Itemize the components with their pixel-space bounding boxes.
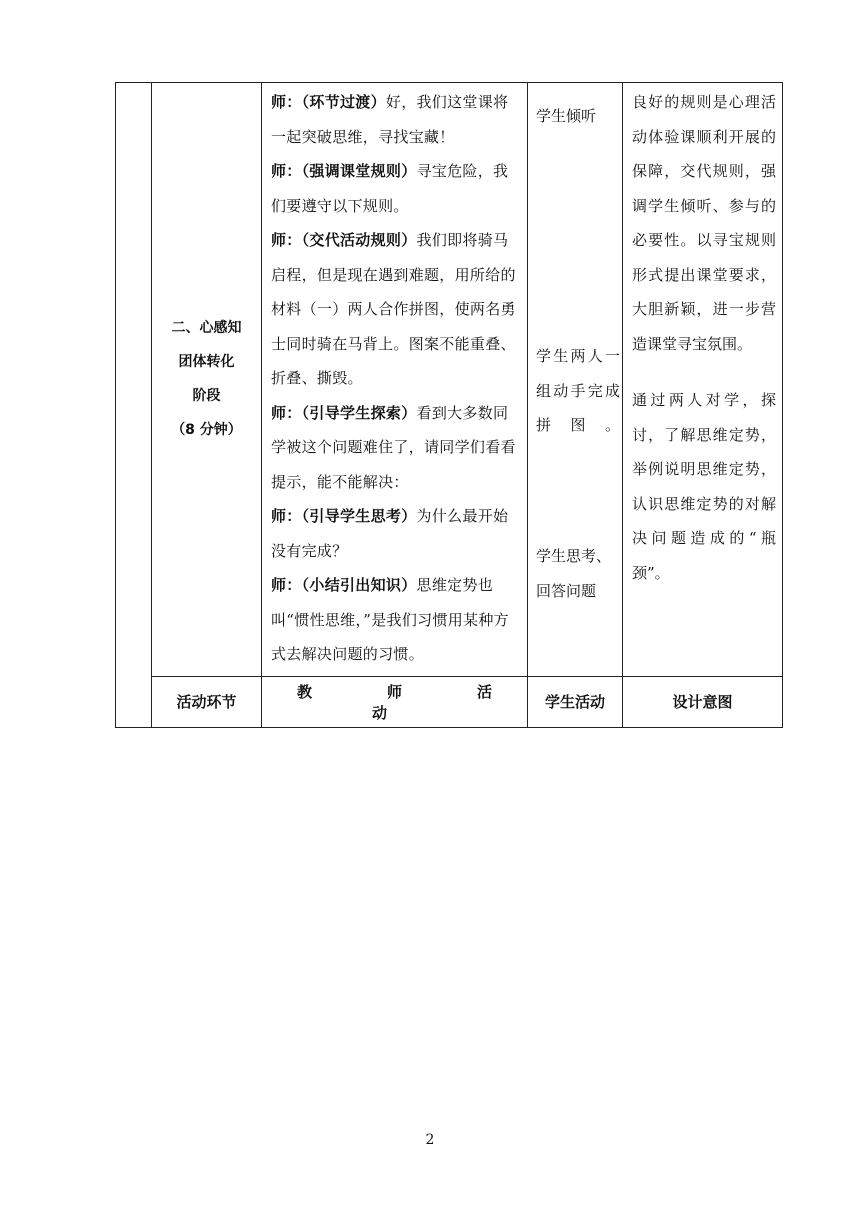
header-activity-stage: 活动环节 — [152, 676, 262, 727]
stage-title-line1: 二、心感知 — [171, 320, 242, 337]
header-teacher-activity: 教 师 活 动 — [262, 676, 528, 727]
page-number: 2 — [425, 1132, 435, 1148]
blank-cell — [116, 83, 152, 728]
teacher-paragraph: 师：（引导学生思考）为什么最开始没有完成？ — [271, 507, 509, 560]
student-activity-puzzle: 学生两人一组动手完成拼图。 — [536, 347, 620, 434]
teacher-paragraph: 师：（交代活动规则）我们即将骑马启程，但是现在遇到难题，用所给的材料（一）两人合作拼图，使两名勇士同时骑在马背上。图案不能重叠、折叠、撕毁。 — [271, 231, 516, 387]
student-activity-listen: 学生倾听 — [536, 107, 597, 125]
teacher-activity-cell — [262, 83, 528, 677]
student-activity-think: 学生思考、回答问题 — [536, 547, 612, 600]
stage-title-line3: 阶段 — [192, 388, 221, 405]
lesson-plan-table — [115, 82, 783, 728]
teacher-paragraph: 师：（引导学生探索）看到大多数同学被这个问题难住了，请同学们看看提示，能不能解决： — [271, 403, 516, 491]
stage-duration: （8 分钟） — [171, 422, 242, 439]
header-student-activity: 学生活动 — [528, 676, 623, 727]
header-row — [116, 676, 783, 727]
teacher-paragraph: 师：（环节过渡）好，我们这堂课将一起突破思维，寻找宝藏！ — [271, 93, 509, 146]
stage-row — [116, 83, 783, 677]
design-intent-cell — [623, 83, 783, 677]
teacher-paragraph: 师：（小结引出知识）思维定势也叫“惯性思维，”是我们习惯用某种方式去解决问题的习惯。 — [271, 576, 509, 663]
student-activity-cell — [528, 83, 623, 677]
stage-title-line2: 团体转化 — [178, 354, 235, 371]
design-intent-paragraph: 通过两人对学，探讨，了解思维定势，举例说明思维定势，认识思维定势的对解决问题造成的“瓶颈”。 — [632, 391, 776, 582]
header-design-intent: 设计意图 — [623, 676, 783, 727]
design-intent-paragraph: 良好的规则是心理活动体验课顺利开展的保障，交代规则，强调学生倾听、参与的必要性。以寻宝规则形式提出课堂要求，大胆新颖，进一步营造课堂寻宝氛围。 — [632, 93, 776, 353]
teacher-paragraph: 师：（强调课堂规则）寻宝危险，我们要遵守以下规则。 — [271, 162, 509, 215]
stage-cell — [152, 83, 262, 677]
